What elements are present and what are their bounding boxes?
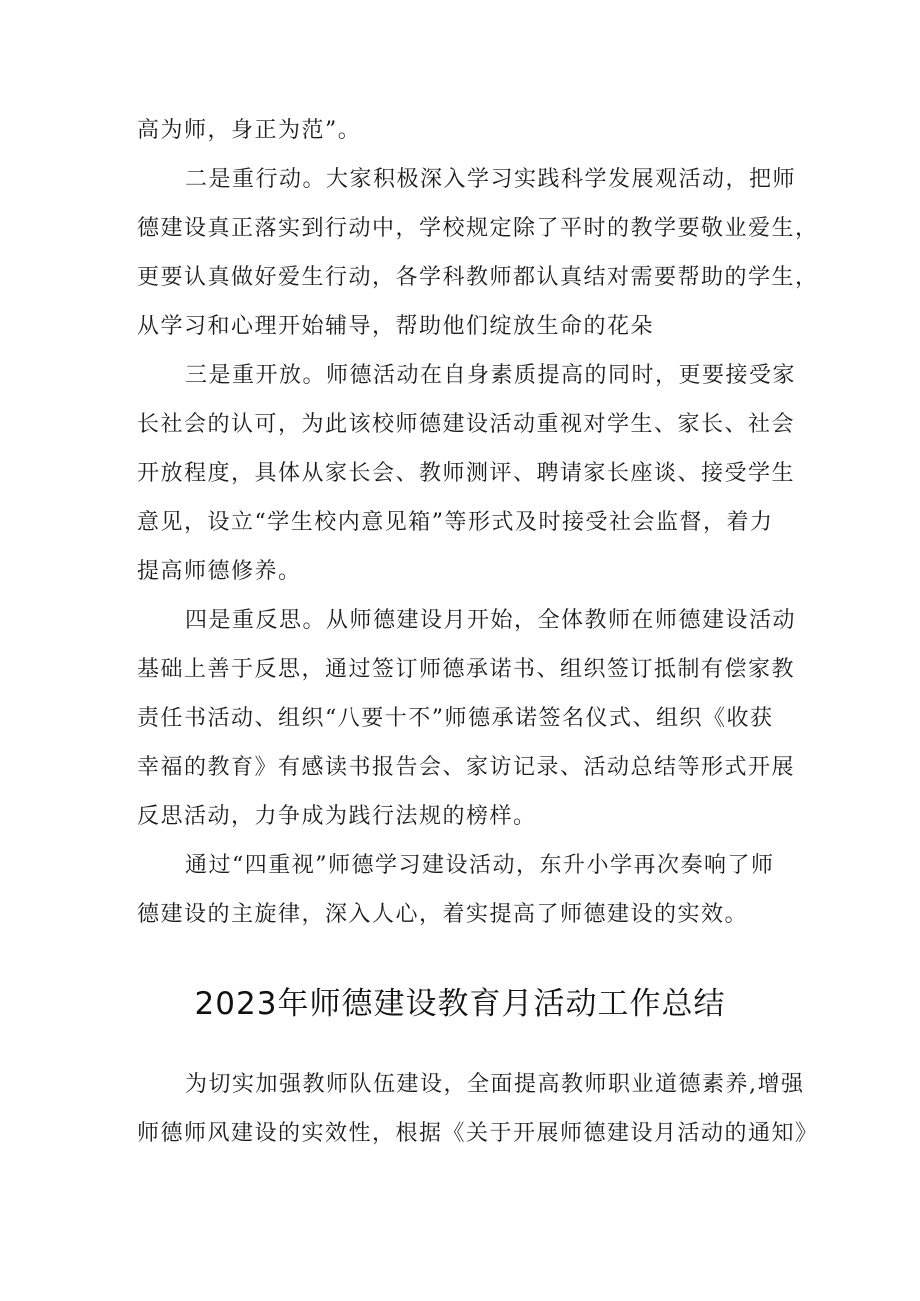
paragraph-4-line-1: 四是重反思。从师德建设月开始，全体教师在师德建设活动 (185, 608, 797, 633)
body-text (137, 106, 819, 939)
intro-text (137, 1060, 819, 1158)
paragraph-3-line-3: 开放程度，具体从家长会、教师测评、聘请家长座谈、接受学生 (137, 461, 796, 486)
paragraph-4-line-4: 幸福的教育》有感读书报告会、家访记录、活动总结等形式开展 (137, 755, 796, 780)
paragraph-4-line-3: 责任书活动、组织“八要十不”师德承诺签名仪式、组织《收获 (137, 706, 774, 731)
paragraph-5-line-2: 德建设的主旋律，深入人心，着实提高了师德建设的实效。 (137, 902, 749, 927)
section-heading: 2023年师德建设教育月活动工作总结 (194, 986, 726, 1022)
paragraph-3-line-2: 长社会的认可，为此该校师德建设活动重视对学生、家长、社会 (137, 412, 796, 437)
paragraph-4-line-2: 基础上善于反思，通过签订师德承诺书、组织签订抵制有偿家教 (137, 657, 796, 682)
paragraph-2-line-4: 从学习和心理开始辅导，帮助他们绽放生命的花朵 (137, 314, 655, 339)
paragraph-2-line-1: 二是重行动。大家积极深入学习实践科学发展观活动，把师 (185, 167, 797, 192)
paragraph-5-line-1: 通过“四重视”师德学习建设活动，东升小学再次奏响了师 (185, 853, 775, 878)
paragraph-4-line-5: 反思活动，力争成为践行法规的榜样。 (137, 804, 537, 829)
paragraph-3-line-4: 意见，设立“学生校内意见箱”等形式及时接受社会监督，着力 (137, 510, 774, 535)
paragraph-2-line-2: 德建设真正落实到行动中，学校规定除了平时的教学要敬业爱生， (137, 216, 819, 241)
paragraph-1-line-1: 高为师，身正为范”。 (137, 118, 362, 143)
paragraph-3-line-5: 提高师德修养。 (137, 559, 302, 584)
paragraph-2-line-3: 更要认真做好爱生行动，各学科教师都认真结对需要帮助的学生， (137, 265, 819, 290)
paragraph-3-line-1: 三是重开放。师德活动在自身素质提高的同时，更要接受家 (185, 363, 797, 388)
intro-line-1: 为切实加强教师队伍建设，全面提高教师职业道德素养,增强 (185, 1072, 805, 1097)
intro-line-2: 师德师风建设的实效性，根据《关于开展师德建设月活动的通知》 (137, 1121, 819, 1146)
